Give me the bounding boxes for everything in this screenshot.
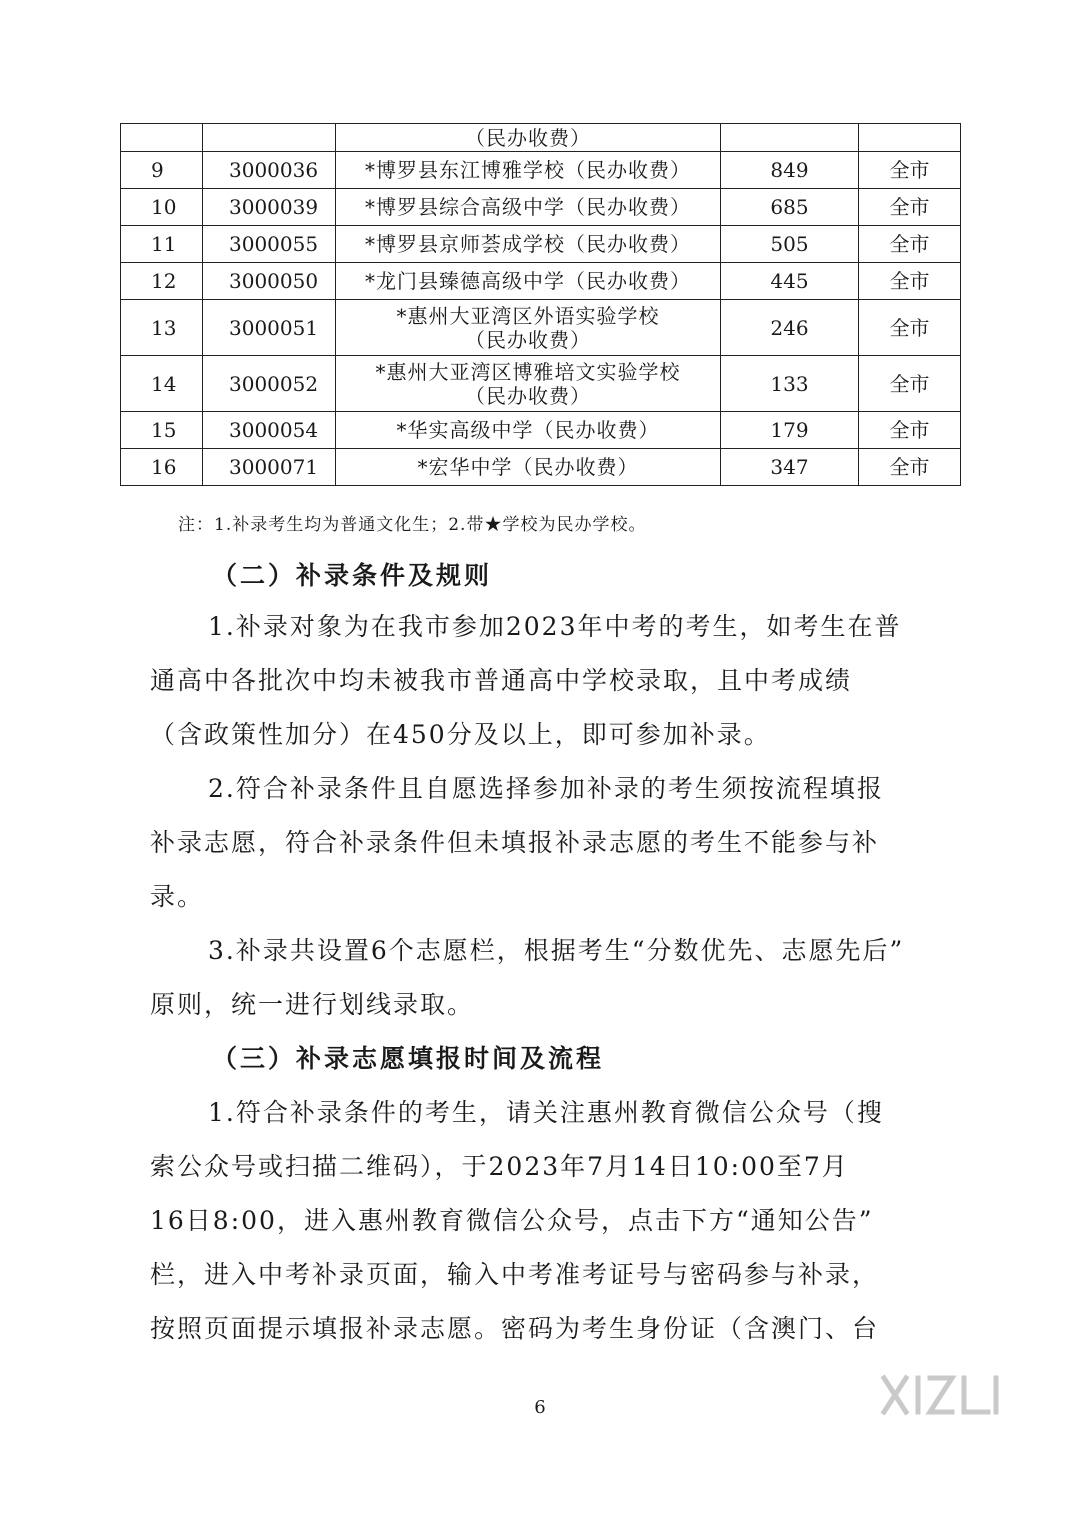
row-number-cell: 10 bbox=[121, 189, 203, 226]
school-name-line: （民办收费） bbox=[465, 383, 591, 408]
school-name-line: *龙门县臻德高级中学（民办收费） bbox=[365, 269, 691, 293]
text-line: 通高中各批次中均未被我市普通高中学校录取，且中考成绩 bbox=[150, 666, 853, 695]
text-line: 栏，进入中考补录页面，输入中考准考证号与密码参与补录， bbox=[150, 1260, 880, 1289]
paragraph-procedure bbox=[150, 1086, 930, 1356]
text-line: 原则，统一进行划线录取。 bbox=[150, 990, 475, 1019]
vacancy-count-cell: 133 bbox=[721, 356, 859, 412]
school-name-line: *华实高级中学（民办收费） bbox=[396, 418, 660, 442]
school-name-line: *惠州大亚湾区外语实验学校 bbox=[396, 303, 660, 328]
school-name-line: *博罗县综合高级中学（民办收费） bbox=[365, 195, 691, 219]
school-name-cell bbox=[336, 263, 721, 300]
paragraph-admission-rule bbox=[150, 924, 930, 1032]
text-line: 3.补录共设置6个志愿栏，根据考生“分数优先、志愿先后” bbox=[208, 936, 905, 965]
table-row bbox=[121, 152, 961, 189]
text-line: 1.补录对象为在我市参加2023年中考的考生，如考生在普 bbox=[208, 612, 902, 641]
text-line: 录。 bbox=[150, 882, 205, 911]
table-row bbox=[121, 189, 961, 226]
vacancy-count-cell bbox=[721, 124, 859, 152]
vacancy-count-cell: 505 bbox=[721, 226, 859, 263]
school-name-line: *宏华中学（民办收费） bbox=[417, 455, 639, 479]
school-code-cell: 3000050 bbox=[203, 263, 336, 300]
enrollment-scope-cell: 全市 bbox=[859, 226, 961, 263]
vacancy-count-cell: 849 bbox=[721, 152, 859, 189]
enrollment-scope-cell: 全市 bbox=[859, 189, 961, 226]
school-name-line: （民办收费） bbox=[465, 125, 591, 150]
row-number-cell: 16 bbox=[121, 449, 203, 486]
school-code-cell bbox=[203, 124, 336, 152]
table-note: 注：1.补录考生均为普通文化生；2.带★学校为民办学校。 bbox=[178, 515, 647, 535]
table-row bbox=[121, 356, 961, 412]
table-row bbox=[121, 124, 961, 152]
school-name-cell bbox=[336, 412, 721, 449]
text-line: 1.符合补录条件的考生，请关注惠州教育微信公众号（搜 bbox=[208, 1098, 884, 1127]
text-line: 索公众号或扫描二维码），于2023年7月14日10:00至7月 bbox=[150, 1152, 849, 1181]
row-number-cell: 14 bbox=[121, 356, 203, 412]
school-code-cell: 3000051 bbox=[203, 300, 336, 356]
school-name-line: *惠州大亚湾区博雅培文实验学校 bbox=[375, 359, 681, 384]
vacancy-count-cell: 445 bbox=[721, 263, 859, 300]
text-line: 按照页面提示填报补录志愿。密码为考生身份证（含澳门、台 bbox=[150, 1314, 880, 1343]
school-code-cell: 3000071 bbox=[203, 449, 336, 486]
school-code-cell: 3000054 bbox=[203, 412, 336, 449]
vacancy-count-cell: 246 bbox=[721, 300, 859, 356]
school-name-cell bbox=[336, 124, 721, 152]
enrollment-scope-cell: 全市 bbox=[859, 300, 961, 356]
text-line: 补录志愿，符合补录条件但未填报补录志愿的考生不能参与补 bbox=[150, 828, 880, 857]
school-code-cell: 3000055 bbox=[203, 226, 336, 263]
school-code-cell: 3000039 bbox=[203, 189, 336, 226]
text-line: 2.符合补录条件且自愿选择参加补录的考生须按流程填报 bbox=[208, 774, 884, 803]
row-number-cell: 12 bbox=[121, 263, 203, 300]
row-number-cell: 15 bbox=[121, 412, 203, 449]
table-row bbox=[121, 300, 961, 356]
school-name-cell bbox=[336, 449, 721, 486]
row-number-cell bbox=[121, 124, 203, 152]
row-number-cell: 9 bbox=[121, 152, 203, 189]
admission-table bbox=[120, 123, 961, 486]
vacancy-count-cell: 685 bbox=[721, 189, 859, 226]
enrollment-scope-cell: 全市 bbox=[859, 356, 961, 412]
school-code-cell: 3000036 bbox=[203, 152, 336, 189]
table-body bbox=[121, 124, 961, 486]
text-line: （含政策性加分）在450分及以上，即可参加补录。 bbox=[150, 720, 771, 749]
enrollment-scope-cell: 全市 bbox=[859, 449, 961, 486]
school-name-cell bbox=[336, 189, 721, 226]
table-row bbox=[121, 226, 961, 263]
paragraph-eligibility bbox=[150, 600, 930, 762]
page-number: 6 bbox=[534, 1397, 546, 1418]
section-heading-procedure: （三）补录志愿填报时间及流程 bbox=[212, 1044, 605, 1073]
row-number-cell: 13 bbox=[121, 300, 203, 356]
vacancy-count-cell: 347 bbox=[721, 449, 859, 486]
vacancy-count-cell: 179 bbox=[721, 412, 859, 449]
enrollment-scope-cell: 全市 bbox=[859, 263, 961, 300]
row-number-cell: 11 bbox=[121, 226, 203, 263]
school-name-cell bbox=[336, 152, 721, 189]
section-heading-conditions: （二）补录条件及规则 bbox=[212, 561, 493, 590]
table-row bbox=[121, 449, 961, 486]
enrollment-scope-cell: 全市 bbox=[859, 412, 961, 449]
school-code-cell: 3000052 bbox=[203, 356, 336, 412]
text-line: 16日8:00，进入惠州教育微信公众号，点击下方“通知公告” bbox=[150, 1206, 874, 1235]
table-row bbox=[121, 263, 961, 300]
table-row bbox=[121, 412, 961, 449]
xizi-watermark-logo bbox=[880, 1372, 1002, 1418]
enrollment-scope-cell bbox=[859, 124, 961, 152]
school-name-cell bbox=[336, 300, 721, 356]
paragraph-application-rule bbox=[150, 762, 930, 924]
school-name-cell bbox=[336, 356, 721, 412]
school-name-line: *博罗县东江博雅学校（民办收费） bbox=[365, 158, 691, 182]
school-name-line: （民办收费） bbox=[465, 327, 591, 352]
school-name-line: *博罗县京师荟成学校（民办收费） bbox=[365, 232, 691, 256]
enrollment-scope-cell: 全市 bbox=[859, 152, 961, 189]
school-name-cell bbox=[336, 226, 721, 263]
